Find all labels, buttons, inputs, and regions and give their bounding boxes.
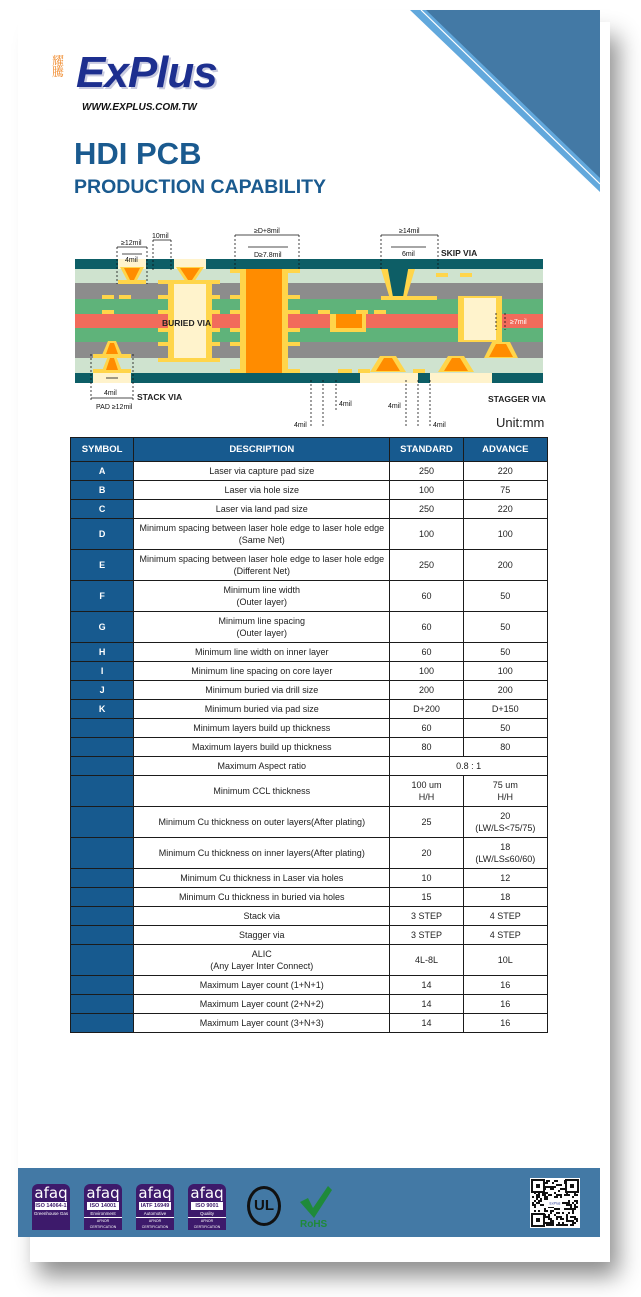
row-standard: D+200 xyxy=(390,700,463,719)
row-advance: 80 xyxy=(463,738,547,757)
table-row xyxy=(71,976,548,995)
row-advance: 100 xyxy=(463,662,547,681)
row-symbol: H xyxy=(71,643,134,662)
row-description: Minimum line width (Outer layer) xyxy=(134,581,390,612)
label-buried-via: BURIED VIA xyxy=(162,318,212,328)
row-standard: 3 STEP xyxy=(390,926,463,945)
row-description: Maximum Aspect ratio xyxy=(134,757,390,776)
row-standard: 100 xyxy=(390,481,463,500)
row-symbol xyxy=(71,976,134,995)
badge-brand: afaq xyxy=(34,1184,68,1202)
row-advance: 18 xyxy=(463,888,547,907)
label-stagger-via: STAGGER VIA xyxy=(488,394,546,404)
row-symbol: J xyxy=(71,681,134,700)
through-hole-via xyxy=(240,269,288,373)
unit-label: Unit:mm xyxy=(496,415,545,430)
row-symbol xyxy=(71,907,134,926)
badge-subtitle: Greenhouse Gas xyxy=(33,1211,69,1216)
table-row xyxy=(71,907,548,926)
dim-ge12mil: ≥12mil xyxy=(121,240,142,247)
row-symbol xyxy=(71,1014,134,1033)
row-advance: 18 (LW/LS≤60/60) xyxy=(463,838,547,869)
row-advance: 16 xyxy=(463,976,547,995)
row-description: Minimum Cu thickness on inner layers(After plating) xyxy=(134,838,390,869)
dim-4mil-d: 4mil xyxy=(433,422,446,429)
row-symbol xyxy=(71,776,134,807)
row-advance: 50 xyxy=(463,581,547,612)
row-standard: 60 xyxy=(390,643,463,662)
table-row xyxy=(71,581,548,612)
table-body xyxy=(71,462,548,1033)
row-advance: 220 xyxy=(463,500,547,519)
row-symbol xyxy=(71,869,134,888)
website-url[interactable]: WWW.EXPLUS.COM.TW xyxy=(82,102,197,113)
row-advance: 50 xyxy=(463,719,547,738)
table-row xyxy=(71,612,548,643)
table-row xyxy=(71,738,548,757)
dim-4mil-b: 4mil xyxy=(339,401,352,408)
badge-brand: afaq xyxy=(138,1184,172,1202)
table-row xyxy=(71,776,548,807)
afaq-badge-icon xyxy=(136,1184,174,1230)
row-advance: 200 xyxy=(463,550,547,581)
page-title: HDI PCB xyxy=(74,136,202,171)
row-symbol xyxy=(71,838,134,869)
dim-d-ge-7-8mil: D≥7.8mil xyxy=(254,252,282,259)
row-advance: 16 xyxy=(463,1014,547,1033)
row-aspect-ratio-value: 0.8 : 1 xyxy=(390,757,548,776)
capability-table xyxy=(70,437,548,1033)
table-row xyxy=(71,995,548,1014)
row-advance: 12 xyxy=(463,869,547,888)
table-row xyxy=(71,888,548,907)
badge-subtitle: Quality xyxy=(199,1211,214,1216)
row-description: Maximum layers build up thickness xyxy=(134,738,390,757)
table-row xyxy=(71,681,548,700)
row-standard: 14 xyxy=(390,995,463,1014)
row-advance: 200 xyxy=(463,681,547,700)
rohs-label: RoHS xyxy=(300,1219,328,1228)
row-advance: 16 xyxy=(463,995,547,1014)
table-row xyxy=(71,519,548,550)
row-symbol xyxy=(71,945,134,976)
badge-brand: afaq xyxy=(86,1184,120,1202)
table-row xyxy=(71,869,548,888)
row-symbol: F xyxy=(71,581,134,612)
table-row xyxy=(71,757,548,776)
row-description: Minimum line spacing on core layer xyxy=(134,662,390,681)
table-row xyxy=(71,945,548,976)
row-symbol xyxy=(71,926,134,945)
row-advance: 100 xyxy=(463,519,547,550)
table-row xyxy=(71,1014,548,1033)
row-standard: 14 xyxy=(390,1014,463,1033)
hdi-cross-section-diagram xyxy=(18,210,600,438)
badge-standard: ISO 9001 xyxy=(191,1202,223,1210)
header-standard: STANDARD xyxy=(390,438,463,462)
row-symbol: E xyxy=(71,550,134,581)
row-advance: D+150 xyxy=(463,700,547,719)
row-description: Maximum Layer count (1+N+1) xyxy=(134,976,390,995)
dim-ge14mil: ≥14mil xyxy=(399,228,420,235)
badge-cert: AFNOR CERTIFICATION xyxy=(188,1217,226,1230)
label-stack-via: STACK VIA xyxy=(137,392,183,402)
header-description: DESCRIPTION xyxy=(134,438,390,462)
dim-4mil-stack: 4mil xyxy=(104,390,117,397)
row-standard: 100 xyxy=(390,662,463,681)
row-standard: 10 xyxy=(390,869,463,888)
row-standard: 250 xyxy=(390,500,463,519)
dim-ge-d-8mil: ≥D+8mil xyxy=(254,228,280,235)
row-symbol xyxy=(71,807,134,838)
row-symbol xyxy=(71,719,134,738)
row-symbol: A xyxy=(71,462,134,481)
badge-brand: afaq xyxy=(190,1184,224,1202)
row-advance: 4 STEP xyxy=(463,926,547,945)
row-description: Minimum spacing between laser hole edge to laser hole edge (Same Net) xyxy=(134,519,390,550)
table-row xyxy=(71,838,548,869)
row-advance: 50 xyxy=(463,643,547,662)
row-standard: 100 um H/H xyxy=(390,776,463,807)
row-advance: 4 STEP xyxy=(463,907,547,926)
dim-4mil-top: 4mil xyxy=(125,257,138,264)
badge-standard: IATF 16949 xyxy=(140,1203,170,1209)
table-row xyxy=(71,926,548,945)
table-row xyxy=(71,550,548,581)
row-standard: 80 xyxy=(390,738,463,757)
row-advance: 20 (LW/LS<75/75) xyxy=(463,807,547,838)
row-description: Laser via capture pad size xyxy=(134,462,390,481)
afaq-badge-icon xyxy=(188,1184,226,1230)
row-standard: 250 xyxy=(390,550,463,581)
row-symbol: B xyxy=(71,481,134,500)
certification-footer xyxy=(18,1168,600,1237)
afaq-badge-icon xyxy=(32,1184,70,1230)
row-advance: 220 xyxy=(463,462,547,481)
row-description: Stack via xyxy=(134,907,390,926)
buried-via xyxy=(162,280,212,362)
table-header-row xyxy=(71,438,548,462)
row-advance: 10L xyxy=(463,945,547,976)
page-subtitle: PRODUCTION CAPABILITY xyxy=(74,176,327,198)
row-symbol: G xyxy=(71,612,134,643)
row-description: Maximum Layer count (2+N+2) xyxy=(134,995,390,1014)
row-standard: 250 xyxy=(390,462,463,481)
badge-subtitle: Environment xyxy=(90,1211,116,1216)
table-row xyxy=(71,643,548,662)
row-description: Minimum layers build up thickness xyxy=(134,719,390,738)
corner-triangle xyxy=(426,10,600,178)
row-description: Maximum Layer count (3+N+3) xyxy=(134,1014,390,1033)
label-skip-via: SKIP VIA xyxy=(441,248,478,258)
table-row xyxy=(71,719,548,738)
dim-6mil: 6mil xyxy=(402,251,415,258)
dim-4mil-a: 4mil xyxy=(294,422,307,429)
row-standard: 3 STEP xyxy=(390,907,463,926)
qr-code-icon[interactable] xyxy=(530,1178,580,1228)
row-description: Minimum line spacing (Outer layer) xyxy=(134,612,390,643)
row-description: Minimum buried via pad size xyxy=(134,700,390,719)
row-description: Minimum Cu thickness in buried via holes xyxy=(134,888,390,907)
afaq-badge-icon xyxy=(84,1184,122,1230)
table-row xyxy=(71,700,548,719)
row-standard: 60 xyxy=(390,612,463,643)
row-standard: 100 xyxy=(390,519,463,550)
row-description: Laser via hole size xyxy=(134,481,390,500)
dim-4mil-c: 4mil xyxy=(388,403,401,410)
dim-pad-ge12mil: PAD ≥12mil xyxy=(96,404,133,411)
layer-gray-2 xyxy=(75,342,543,358)
table-row xyxy=(71,662,548,681)
badge-subtitle: Automotive xyxy=(143,1211,167,1216)
flyer-page xyxy=(18,10,600,1237)
row-symbol xyxy=(71,738,134,757)
row-advance: 50 xyxy=(463,612,547,643)
row-description: Minimum Cu thickness on outer layers(After plating) xyxy=(134,807,390,838)
row-description: Stagger via xyxy=(134,926,390,945)
row-description: Minimum Cu thickness in Laser via holes xyxy=(134,869,390,888)
row-standard: 4L-8L xyxy=(390,945,463,976)
core-filled-via xyxy=(330,314,366,332)
logo-wordmark: ExPlus xyxy=(76,48,217,97)
logo-chinese-mark: 耀騰 xyxy=(52,54,65,79)
row-description: Minimum CCL thickness xyxy=(134,776,390,807)
row-standard: 20 xyxy=(390,838,463,869)
badge-cert: AFNOR CERTIFICATION xyxy=(136,1217,174,1230)
dim-ge7mil: ≥7mil xyxy=(510,319,527,326)
row-advance: 75 xyxy=(463,481,547,500)
row-symbol xyxy=(71,995,134,1014)
row-description: Minimum spacing between laser hole edge to laser hole edge (Different Net) xyxy=(134,550,390,581)
table-row xyxy=(71,807,548,838)
ul-mark-icon: UL xyxy=(247,1186,281,1226)
header-advance: ADVANCE xyxy=(463,438,547,462)
row-symbol: I xyxy=(71,662,134,681)
row-standard: 60 xyxy=(390,719,463,738)
row-description: Minimum line width on inner layer xyxy=(134,643,390,662)
row-description: ALIC (Any Layer Inter Connect) xyxy=(134,945,390,976)
row-standard: 60 xyxy=(390,581,463,612)
row-symbol xyxy=(71,888,134,907)
rohs-icon xyxy=(298,1184,334,1228)
badge-cert: AFNOR CERTIFICATION xyxy=(84,1217,122,1230)
row-symbol: K xyxy=(71,700,134,719)
table-row xyxy=(71,462,548,481)
row-symbol xyxy=(71,757,134,776)
row-advance: 75 um H/H xyxy=(463,776,547,807)
row-description: Laser via land pad size xyxy=(134,500,390,519)
row-symbol: C xyxy=(71,500,134,519)
row-standard: 15 xyxy=(390,888,463,907)
row-standard: 200 xyxy=(390,681,463,700)
row-standard: 25 xyxy=(390,807,463,838)
table-row xyxy=(71,481,548,500)
qr-center-label: ExPlus xyxy=(549,1201,561,1206)
badge-standard: ISO 14064-1 xyxy=(35,1203,67,1209)
row-description: Minimum buried via drill size xyxy=(134,681,390,700)
badge-standard: ISO 14001 xyxy=(87,1202,119,1210)
header-symbol: SYMBOL xyxy=(71,438,134,462)
row-symbol: D xyxy=(71,519,134,550)
table-row xyxy=(71,500,548,519)
dim-10mil: 10mil xyxy=(152,233,169,240)
row-standard: 14 xyxy=(390,976,463,995)
